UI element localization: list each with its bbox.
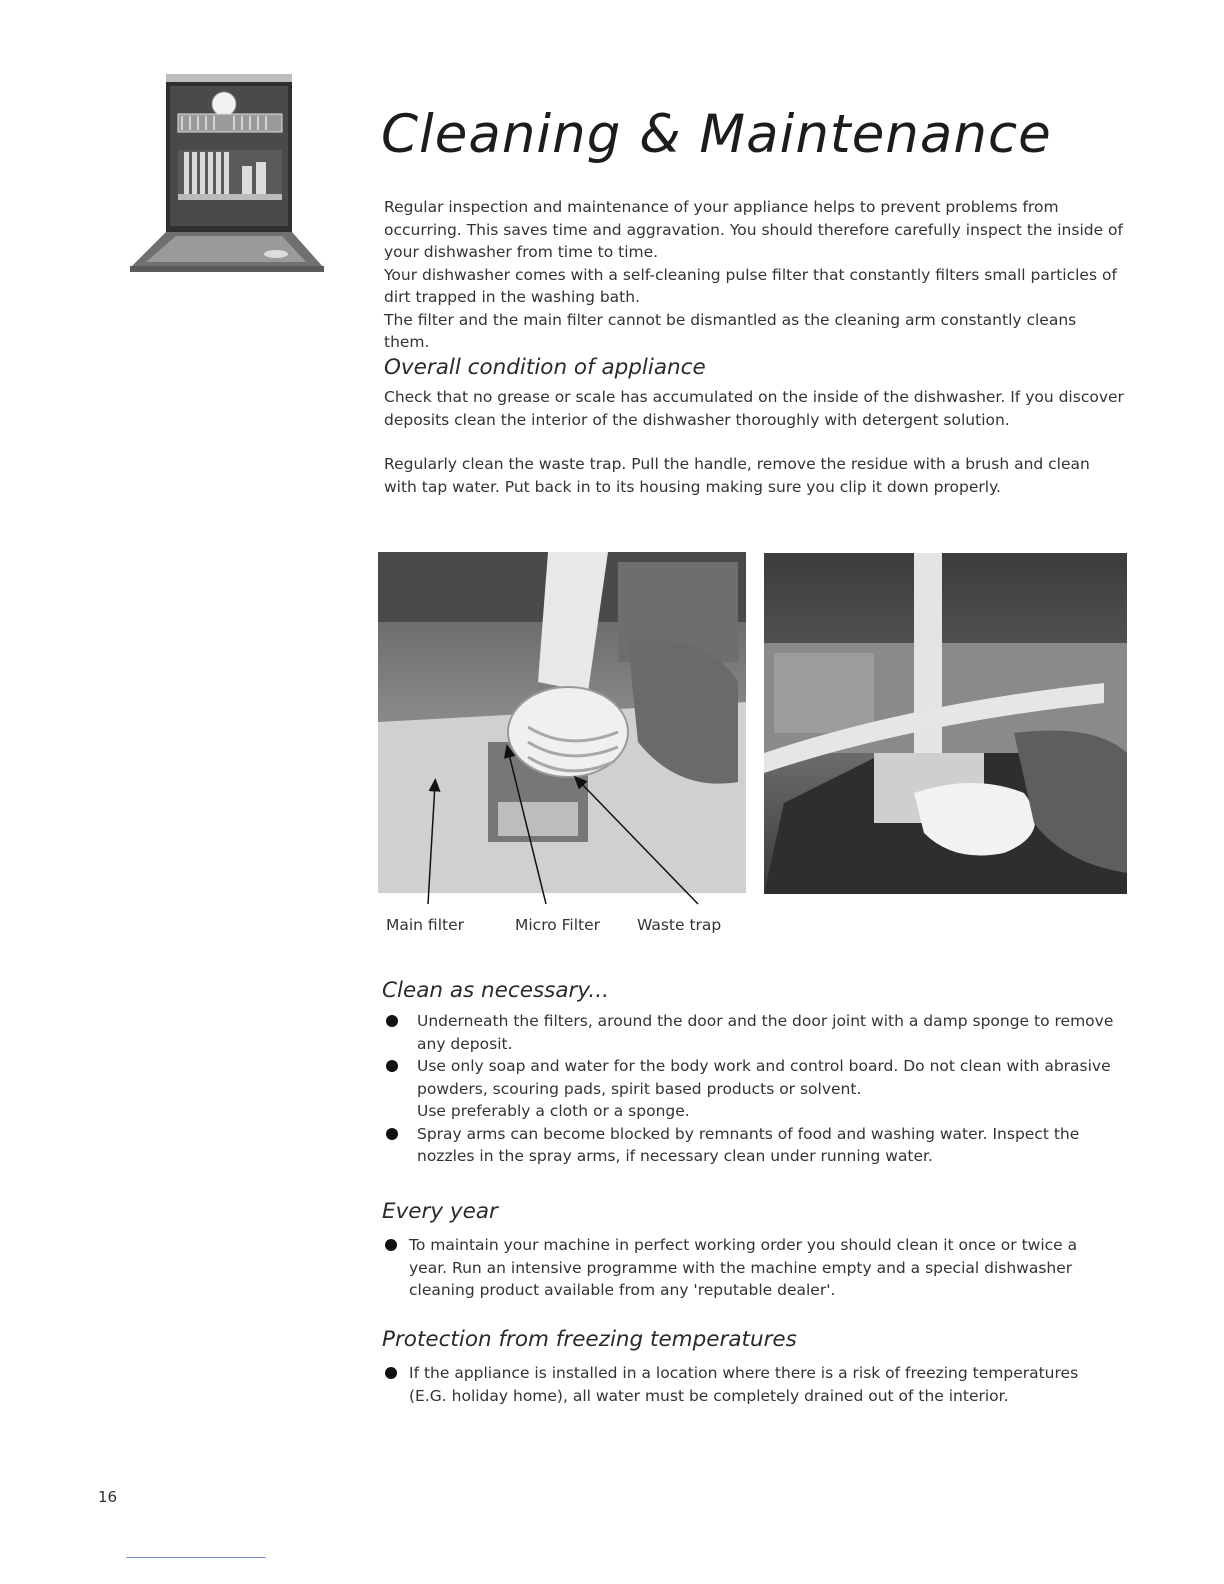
list-item: Use only soap and water for the body work and control board. Do not clean with abrasive powders, scouring pads, spirit based products or solvent. Use preferably a cloth or a sponge. bbox=[384, 1055, 1114, 1123]
micro-filter-arrow bbox=[508, 750, 546, 904]
overall-condition-paragraph-1: Check that no grease or scale has accumulated on the inside of the dishwasher. If you discover deposits clean the interior of the dishwasher thoroughly with detergent solution. bbox=[384, 388, 1124, 429]
bullet-icon bbox=[386, 1060, 398, 1072]
page-number: 16 bbox=[98, 1488, 118, 1506]
filter-callout-arrows bbox=[378, 552, 746, 922]
overall-condition-heading: Overall condition of appliance bbox=[384, 355, 706, 380]
every-year-heading: Every year bbox=[382, 1199, 498, 1224]
micro-filter-label: Micro Filter bbox=[515, 916, 601, 934]
clean-as-necessary-list bbox=[384, 1010, 1114, 1168]
main-filter-label: Main filter bbox=[386, 916, 464, 934]
list-item: If the appliance is installed in a location where there is a risk of freezing temperatures (E.G. holiday home), all water must be completely drained out of the interior. bbox=[384, 1362, 1114, 1407]
list-item: To maintain your machine in perfect working order you should clean it once or twice a year. Run an intensive programme with the machine empty and a special dishwasher cleaning product available from any 'reputable dealer'. bbox=[384, 1234, 1114, 1302]
bullet-icon bbox=[385, 1367, 397, 1379]
dishwasher-illustration bbox=[126, 70, 326, 290]
overall-condition-paragraph-2: Regularly clean the waste trap. Pull the handle, remove the residue with a brush and clean with tap water. Put back in to its housing making sure you clip it down properly. bbox=[384, 455, 1090, 496]
clean-as-necessary-heading: Clean as necessary... bbox=[382, 978, 609, 1003]
page-title: Cleaning & Maintenance bbox=[381, 104, 1052, 165]
protection-from-freezing-heading: Protection from freezing temperatures bbox=[382, 1327, 797, 1352]
every-year-list bbox=[384, 1234, 1114, 1302]
intro-paragraph-1: Regular inspection and maintenance of your appliance helps to prevent problems from occurring. This saves time and aggravation. You should therefore carefully inspect the inside of your dishwasher from time to time. bbox=[384, 198, 1123, 261]
protection-from-freezing-list bbox=[384, 1362, 1114, 1407]
main-filter-arrow bbox=[428, 784, 435, 904]
waste-trap-arrow bbox=[578, 780, 698, 904]
list-item: Spray arms can become blocked by remnants of food and washing water. Inspect the nozzles in the spray arms, if necessary clean under running water. bbox=[384, 1123, 1114, 1168]
dishwasher-drawing bbox=[126, 70, 326, 290]
bullet-icon bbox=[385, 1239, 397, 1251]
intro-paragraph-3: The filter and the main filter cannot be dismantled as the cleaning arm constantly cleans them. bbox=[384, 310, 1077, 351]
bullet-icon bbox=[386, 1015, 398, 1027]
cleaning-photo bbox=[764, 553, 1127, 894]
list-item: Underneath the filters, around the door and the door joint with a damp sponge to remove any deposit. bbox=[384, 1010, 1114, 1055]
waste-trap-label: Waste trap bbox=[637, 916, 722, 934]
intro-paragraph-2: Your dishwasher comes with a self-cleaning pulse filter that constantly filters small particles of dirt trapped in the washing bath. bbox=[384, 265, 1117, 306]
intro-section bbox=[384, 196, 1124, 354]
footer-rule bbox=[126, 1557, 266, 1558]
bullet-icon bbox=[386, 1128, 398, 1140]
